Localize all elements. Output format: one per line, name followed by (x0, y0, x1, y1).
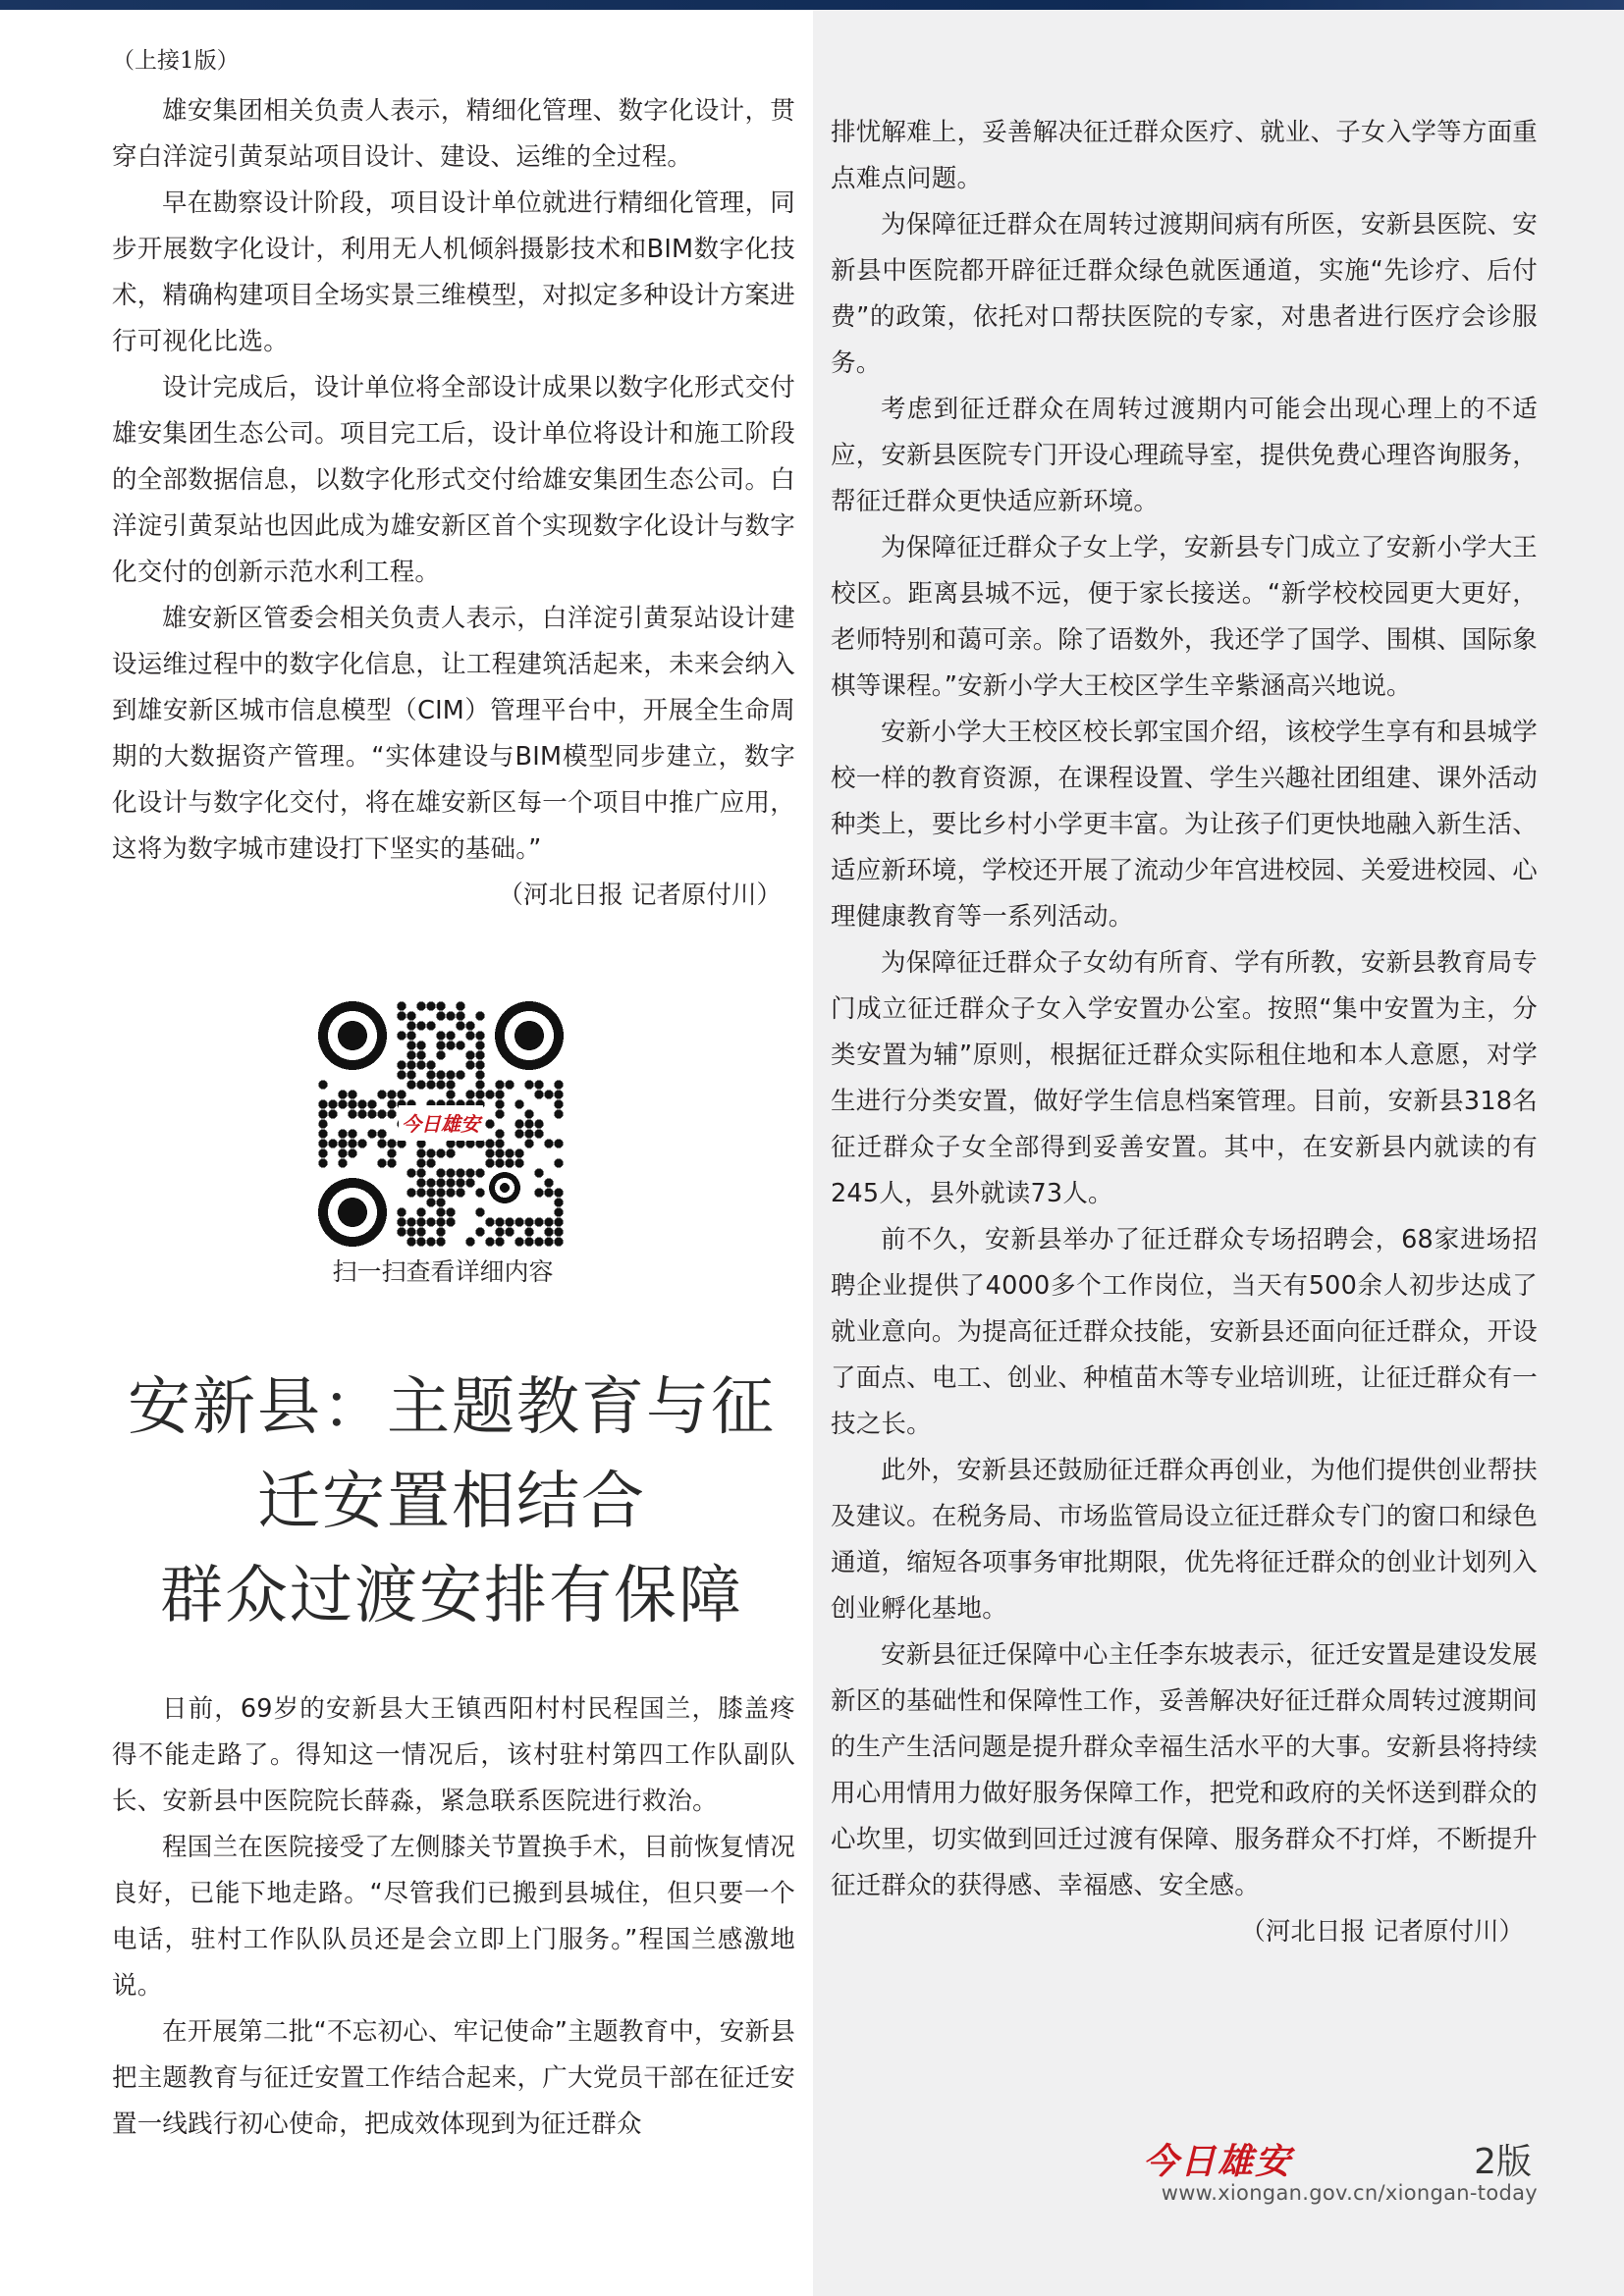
footer-brand (1143, 2134, 1536, 2183)
article-paragraph: 安新小学大王校区校长郭宝国介绍，该校学生享有和县城学校一样的教育资源，在课程设置、学生兴趣社团组建、课外活动种类上，要比乡村小学更丰富。为让孩子们更快地融入新生活、适应新环境，学校还开展了流动少年宫进校园、关爱进校园、心理健康教育等一系列活动。 (831, 718, 1538, 932)
qr-code[interactable] (318, 1001, 564, 1247)
article-paragraph: 安新县征迁保障中心主任李东坡表示，征迁安置是建设发展新区的基础性和保障性工作，妥善解决好征迁群众周转过渡期间的生产生活问题是提升群众幸福生活水平的大事。安新县将持续用心用情用力做好服务保障工作，把党和政府的关怀送到群众的心坎里，切实做到回迁过渡有保障、服务群众不打烊，不断提升征迁群众的获得感、幸福感、安全感。 (831, 1640, 1538, 1900)
article-credit: （河北日报 记者原付川） (1240, 1917, 1524, 1947)
footer-url[interactable]: www.xiongan.gov.cn/xiongan-today (1161, 2181, 1538, 2205)
top-banner-bar (0, 0, 1624, 10)
article-credit: （河北日报 记者原付川） (498, 881, 782, 910)
qr-code-image (318, 1001, 564, 1247)
article-paragraph: 为保障征迁群众在周转过渡期间病有所医，安新县医院、安新县中医院都开辟征迁群众绿色就医通道，实施“先诊疗、后付费”的政策，依托对口帮扶医院的专家，对患者进行医疗会诊服务。 (831, 210, 1538, 378)
headline-line: 安新县：主题教育与征 (128, 1371, 776, 1444)
headline-line: 群众过渡安排有保障 (160, 1560, 743, 1632)
right-column-article (831, 110, 1538, 1955)
article-paragraph: 日前，69岁的安新县大王镇西阳村村民程国兰，膝盖疼得不能走路了。得知这一情况后，该村驻村第四工作队副队长、安新县中医院院长薛淼，紧急联系医院进行救治。 (112, 1694, 795, 1816)
left-column-article-2 (112, 1686, 795, 2148)
page-number: 2版 (1474, 2142, 1532, 2182)
article-headline (108, 1361, 795, 1643)
article-paragraph: 前不久，安新县举办了征迁群众专场招聘会，68家进场招聘企业提供了4000多个工作岗位，当天有500余人初步达成了就业意向。为提高征迁群众技能，安新县还面向征迁群众，开设了面点、电工、创业、种植苗木等专业培训班，让征迁群众有一技之长。 (831, 1225, 1538, 1439)
article-paragraph: 设计完成后，设计单位将全部设计成果以数字化形式交付雄安集团生态公司。项目完工后，设计单位将设计和施工阶段的全部数据信息，以数字化形式交付给雄安集团生态公司。白洋淀引黄泵站也因此成为雄安新区首个实现数字化设计与数字化交付的创新示范水利工程。 (112, 373, 795, 587)
article-paragraph: 在开展第二批“不忘初心、牢记使命”主题教育中，安新县把主题教育与征迁安置工作结合起来，广大党员干部在征迁安置一线践行初心使命，把成效体现到为征迁群众 (112, 2017, 795, 2139)
continuation-note: （上接1版） (112, 48, 240, 74)
article-paragraph: 早在勘察设计阶段，项目设计单位就进行精细化管理，同步开展数字化设计，利用无人机倾斜摄影技术和BIM数字化技术，精确构建项目全场实景三维模型，对拟定多种设计方案进行可视化比选。 (112, 188, 795, 356)
article-paragraph: 程国兰在医院接受了左侧膝关节置换手术，目前恢复情况良好，已能下地走路。“尽管我们已搬到县城住，但只要一个电话，驻村工作队队员还是会立即上门服务。”程国兰感激地说。 (112, 1833, 795, 2001)
article-paragraph: 为保障征迁群众子女幼有所育、学有所教，安新县教育局专门成立征迁群众子女入学安置办公室。按照“集中安置为主，分类安置为辅”原则，根据征迁群众实际租住地和本人意愿，对学生进行分类安置，做好学生信息档案管理。目前，安新县318名征迁群众子女全部得到妥善安置。其中，在安新县内就读的有245人，县外就读73人。 (831, 948, 1538, 1208)
article-paragraph: 雄安新区管委会相关负责人表示，白洋淀引黄泵站设计建设运维过程中的数字化信息，让工程建筑活起来，未来会纳入到雄安新区城市信息模型（CIM）管理平台中，开展全生命周期的大数据资产管理。“实体建设与BIM模型同步建立，数字化设计与数字化交付，将在雄安新区每一个项目中推广应用，这将为数字城市建设打下坚实的基础。” (112, 604, 795, 864)
headline-line: 迁安置相结合 (257, 1466, 646, 1538)
article-paragraph-continued: 排忧解难上，妥善解决征迁群众医疗、就业、子女入学等方面重点难点问题。 (831, 118, 1538, 193)
article-paragraph: 此外，安新县还鼓励征迁群众再创业，为他们提供创业帮扶及建议。在税务局、市场监管局设立征迁群众专门的窗口和绿色通道，缩短各项事务审批期限，优先将征迁群众的创业计划列入创业孵化基地。 (831, 1456, 1538, 1624)
qr-center-logo: 今日雄安 (402, 1112, 480, 1136)
article-paragraph: 考虑到征迁群众在周转过渡期内可能会出现心理上的不适应，安新县医院专门开设心理疏导室，提供免费心理咨询服务，帮征迁群众更快适应新环境。 (831, 395, 1538, 516)
left-column-article (112, 47, 795, 919)
article-paragraph: 雄安集团相关负责人表示，精细化管理、数字化设计，贯穿白洋淀引黄泵站项目设计、建设、运维的全过程。 (112, 96, 795, 172)
qr-caption: 扫一扫查看详细内容 (332, 1257, 554, 1286)
article-paragraph: 为保障征迁群众子女上学，安新县专门成立了安新小学大王校区。距离县城不远，便于家长接送。“新学校校园更大更好，老师特别和蔼可亲。除了语数外，我还学了国学、围棋、国际象棋等课程。”安新小学大王校区学生辛紫涵高兴地说。 (831, 533, 1538, 701)
brand-logo: 今日雄安 (1143, 2141, 1293, 2182)
